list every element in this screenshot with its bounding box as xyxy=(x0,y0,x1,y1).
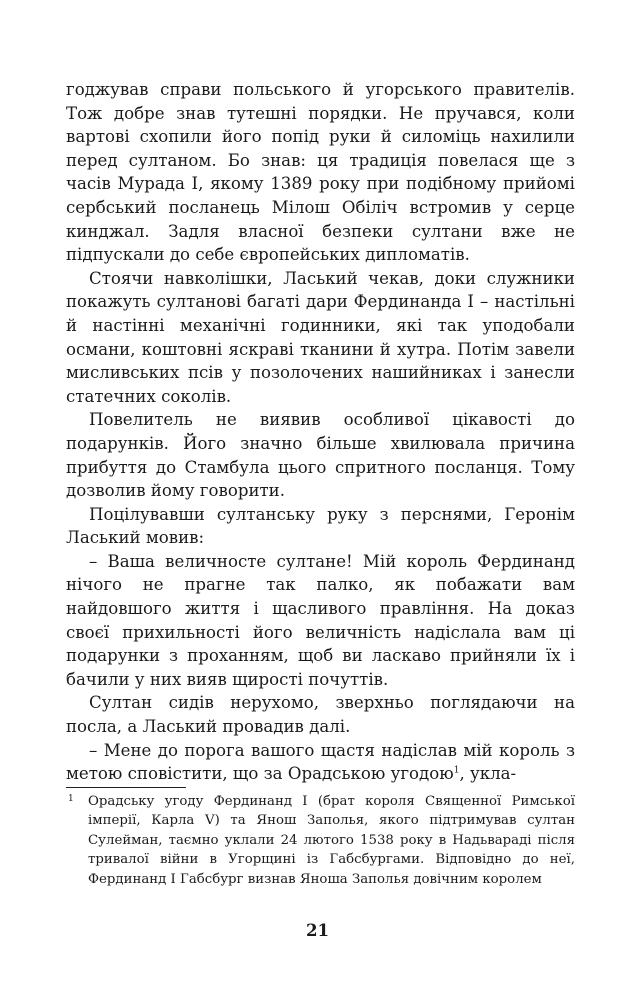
footnote-text: Орадську угоду Фердинанд I (брат короля Священної Римської імперії, Карла V) та Янош Заполья, якого підтримував султан Сулейман, таємно уклали 24 лютого 1538 року в Надьвараді після тривалої війни в Угорщині із Габсбургами. Відповідно до неї, Фердинанд I Габсбург визнав Яноша Заполья довічним королем xyxy=(88,794,575,887)
paragraph-text: , укла- xyxy=(459,764,517,784)
paragraph: годжував справи польського й угорського правителів. Тож добре знав тутешні порядки. Не пручався, коли вартові схопили його попід руки й силоміць нахилили перед султаном. Бо знав: ця традиція повелася ще з часів Мурада I, якому 1389 року при подібному прийомі сербський посланець Мілош Обіліч встромив у серце кинджал. Задля власної безпеки султани вже не підпускали до себе європейських дипломатів. xyxy=(66,80,575,265)
paragraph: Султан сидів нерухомо, зверхньо поглядаючи на посла, а Ласький провадив далі. xyxy=(66,693,575,737)
footnote-reference: 1 xyxy=(453,765,460,776)
main-text xyxy=(66,78,575,786)
paragraph: – Ваша величносте султане! Мій король Фердинанд нічого не прагне так палко, як побажати вам найдовшого життя і щасливого правління. На доказ своєї прихильності його величність надіслала вам ці подарунки з проханням, щоб ви ласкаво прийняли їх і бачили у них вияв щирості почуттів. xyxy=(66,551,575,689)
paragraph-text: – Мене до порога вашого щастя надіслав мій король з метою сповістити, що за Орадською угодою xyxy=(66,740,575,784)
paragraph: Поцілувавши султанську руку з перснями, Геронім Ласький мовив: xyxy=(66,504,575,548)
paragraph: Стоячи навколішки, Ласький чекав, доки служники покажуть султанові багаті дари Фердинанда I – настільні й настінні механічні годинники, які так уподобали османи, коштовні яскраві тканини й хутра. Потім завели мисливських псів у позолочених нашийниках і занесли статечних соколів. xyxy=(66,268,575,406)
footnote xyxy=(66,792,575,889)
footnote-divider xyxy=(66,787,186,788)
paragraph: Повелитель не виявив особливої цікавості до подарунків. Його значно більше хвилювала причина прибуття до Стамбула цього спритного посланця. Тому дозволив йому говорити. xyxy=(66,410,575,501)
paragraph xyxy=(66,739,575,786)
footnote-marker: 1 xyxy=(68,794,74,804)
page-number: 21 xyxy=(305,920,330,940)
